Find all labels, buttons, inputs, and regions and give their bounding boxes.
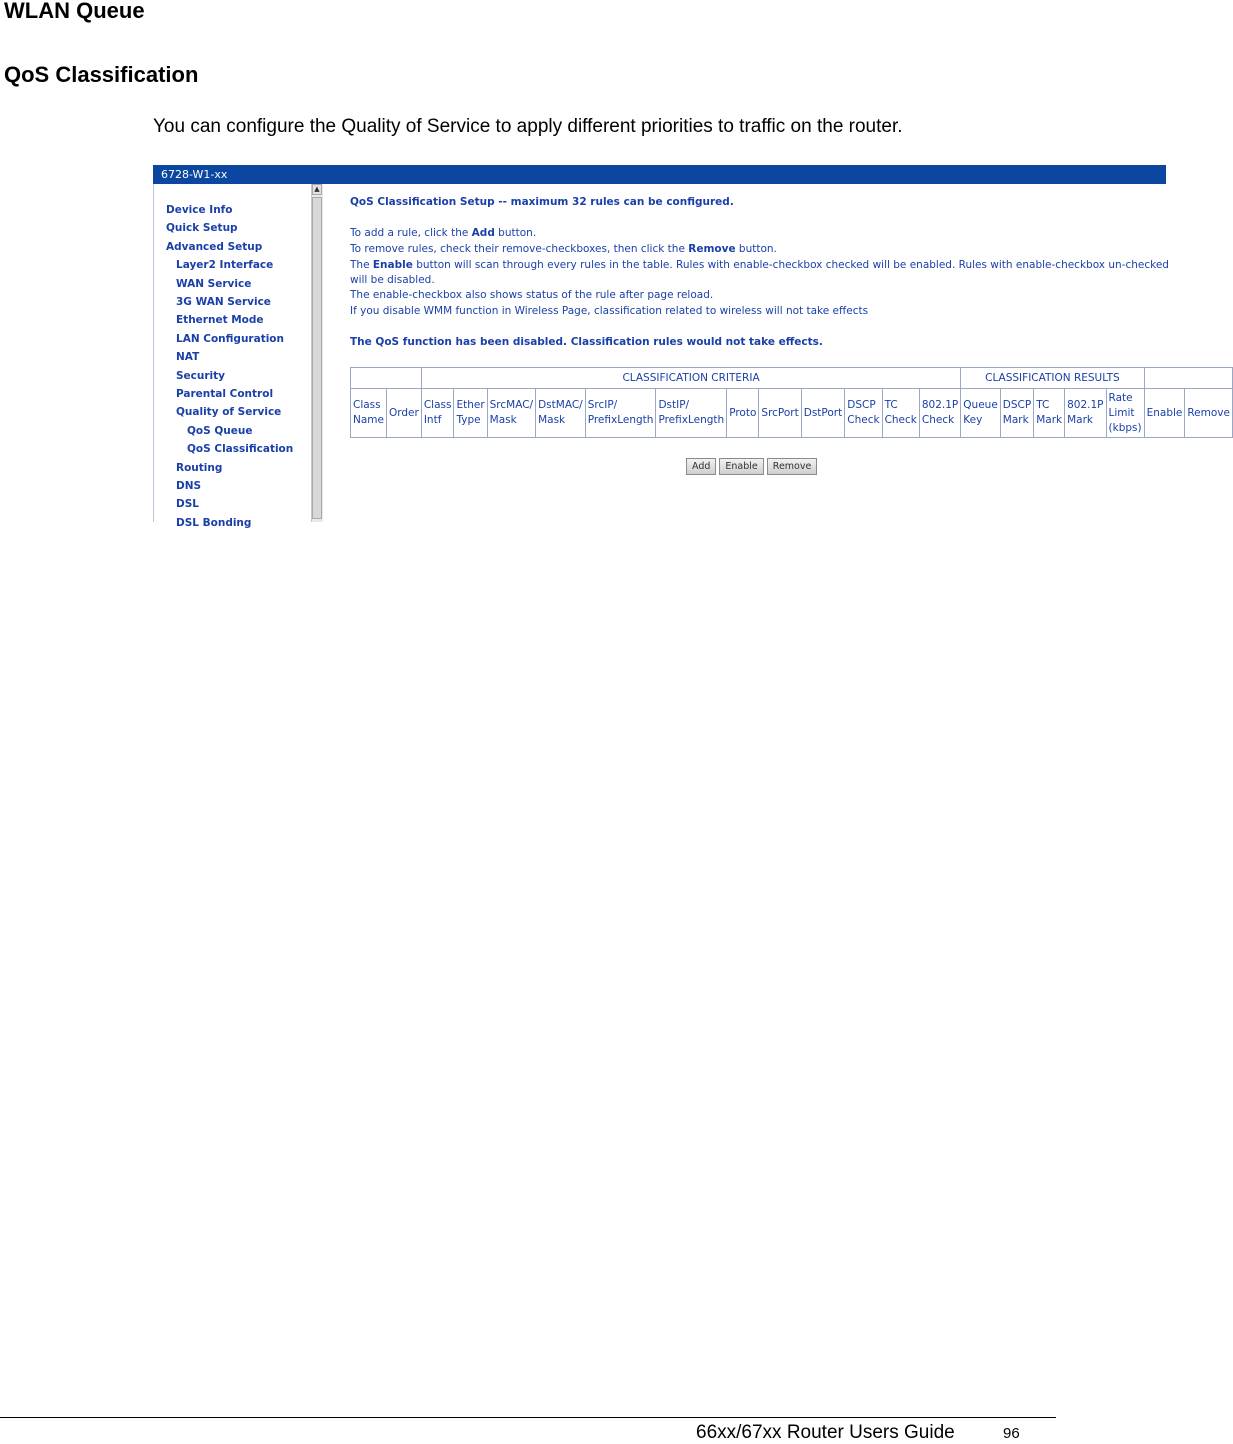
sidebar-item-wan-service[interactable]: WAN Service xyxy=(176,277,252,290)
add-button[interactable]: Add xyxy=(686,458,716,475)
column-header-text: DSCP xyxy=(1002,399,1032,411)
group-blank-cell xyxy=(351,368,422,389)
column-header xyxy=(351,389,387,438)
column-header-text: (kbps) xyxy=(1108,421,1142,434)
column-header xyxy=(759,389,801,438)
column-header-text: PrefixLength xyxy=(587,414,654,426)
column-header-text: PrefixLength xyxy=(658,414,725,426)
column-header-text: DstMAC/ xyxy=(538,399,583,411)
sidebar-item-qos-queue[interactable]: QoS Queue xyxy=(187,424,253,437)
column-header xyxy=(487,389,535,438)
column-header-text: TC xyxy=(884,399,898,411)
sidebar-nav xyxy=(153,184,312,529)
column-header-text: Check xyxy=(847,414,880,426)
sidebar-item-layer2-interface[interactable]: Layer2 Interface xyxy=(176,259,274,272)
sidebar-item-quick-setup[interactable]: Quick Setup xyxy=(166,222,238,235)
column-header xyxy=(801,389,845,438)
qos-disabled-notice: The QoS function has been disabled. Classification rules would not take effects. xyxy=(350,336,823,348)
column-header-text: Ether xyxy=(456,399,485,411)
router-screenshot xyxy=(153,165,1230,529)
sidebar-scrollbar[interactable] xyxy=(311,184,323,522)
column-header xyxy=(961,389,1001,438)
sidebar-item-nat[interactable]: NAT xyxy=(176,351,200,364)
column-header xyxy=(1034,389,1065,438)
column-header xyxy=(845,389,882,438)
sidebar-item-dsl[interactable]: DSL xyxy=(176,498,199,511)
sidebar-item-dns[interactable]: DNS xyxy=(176,480,202,492)
doc-heading-wlan-queue: WLAN Queue xyxy=(4,0,145,23)
doc-intro-paragraph: You can configure the Quality of Service to apply different priorities to traffic on the router. xyxy=(153,116,903,137)
column-header xyxy=(727,389,759,438)
column-header-text: Check xyxy=(921,414,955,426)
sidebar-item-advanced-setup[interactable]: Advanced Setup xyxy=(166,240,263,253)
column-header xyxy=(386,389,421,438)
sidebar-item-routing[interactable]: Routing xyxy=(176,461,223,474)
group-criteria-header: CLASSIFICATION CRITERIA xyxy=(421,368,960,389)
column-header-text: DstPort xyxy=(803,406,843,419)
scroll-thumb[interactable] xyxy=(312,197,322,519)
sidebar-item-dsl-bonding[interactable]: DSL Bonding xyxy=(176,516,252,529)
group-blank-cell xyxy=(1144,368,1232,389)
column-header xyxy=(454,389,487,438)
footer-page-number: 96 xyxy=(1003,1425,1020,1442)
column-header xyxy=(1185,389,1233,438)
status-instruction: The enable-checkbox also shows status of the rule after page reload. xyxy=(350,289,714,301)
column-header xyxy=(656,389,727,438)
column-header-text: Mark xyxy=(1002,414,1029,426)
column-header xyxy=(1106,389,1144,438)
enable-instruction: The Enable button will scan through every rules in the table. Rules with enable-checkbox checked will be enabled. Rules with enable-checkbox un-checked xyxy=(350,259,1169,271)
column-header-text: Class xyxy=(353,399,381,411)
action-buttons xyxy=(686,454,820,475)
column-header-text: Intf xyxy=(423,414,442,426)
column-header-text: Type xyxy=(456,414,481,426)
column-header xyxy=(1065,389,1106,438)
remove-button[interactable]: Remove xyxy=(767,458,818,475)
sidebar-item-lan-configuration[interactable]: LAN Configuration xyxy=(176,332,284,345)
column-header-text: Mask xyxy=(538,414,566,426)
column-header-text: Mark xyxy=(1067,414,1094,426)
group-results-header: CLASSIFICATION RESULTS xyxy=(961,368,1144,389)
column-header xyxy=(1000,389,1033,438)
column-header xyxy=(882,389,919,438)
sidebar-item-device-info[interactable]: Device Info xyxy=(166,204,233,216)
column-header-text: DstIP/ xyxy=(658,399,690,411)
add-instruction: To add a rule, click the Add button. xyxy=(350,227,537,239)
column-header-text: SrcMAC/ xyxy=(489,399,534,411)
column-header-text: Mask xyxy=(489,414,517,426)
enable-button[interactable]: Enable xyxy=(719,458,763,475)
sidebar-item-qos-classification[interactable]: QoS Classification xyxy=(187,443,294,456)
footer-rule xyxy=(0,1417,1056,1418)
enable-instruction-cont: will be disabled. xyxy=(350,274,435,286)
column-header-text: Queue xyxy=(963,399,998,411)
wmm-note: If you disable WMM function in Wireless Page, classification related to wireless will not take effects xyxy=(350,305,869,317)
column-header-text: Check xyxy=(884,414,917,426)
column-header-text: Order xyxy=(388,406,419,419)
column-header-text: SrcIP/ xyxy=(587,399,618,411)
sidebar-item-quality-of-service[interactable]: Quality of Service xyxy=(176,406,282,419)
column-header-text: 802.1P xyxy=(921,399,959,411)
table-header-row xyxy=(351,389,1233,438)
column-header-text: 802.1P xyxy=(1067,399,1104,411)
qos-content xyxy=(350,184,1230,522)
footer-guide-title: 66xx/67xx Router Users Guide xyxy=(696,1422,955,1443)
qos-setup-title: QoS Classification Setup -- maximum 32 rules can be configured. xyxy=(350,196,734,208)
sidebar-item-3g-wan-service[interactable]: 3G WAN Service xyxy=(176,296,271,308)
scroll-up-arrow-icon[interactable]: ▲ xyxy=(312,184,322,195)
column-header-text: Rate xyxy=(1108,391,1133,404)
sidebar-item-security[interactable]: Security xyxy=(176,369,226,382)
doc-heading-qos-classification: QoS Classification xyxy=(4,62,199,87)
column-header xyxy=(1144,389,1185,438)
column-header xyxy=(919,389,960,438)
column-header-text: Remove xyxy=(1187,406,1230,419)
router-title-bar: 6728-W1-xx xyxy=(153,165,1166,184)
column-header xyxy=(421,389,454,438)
sidebar-item-parental-control[interactable]: Parental Control xyxy=(176,388,274,400)
column-header-text: Proto xyxy=(729,406,757,419)
column-header-text: DSCP xyxy=(847,399,876,411)
classification-table xyxy=(350,367,1233,438)
column-header-text: Class xyxy=(423,399,452,411)
column-header xyxy=(536,389,586,438)
table-group-row xyxy=(351,368,1233,389)
column-header-text: Enable xyxy=(1146,406,1183,419)
remove-instruction: To remove rules, check their remove-checkboxes, then click the Remove button. xyxy=(350,243,777,255)
column-header-text: Key xyxy=(963,414,983,426)
sidebar-item-ethernet-mode[interactable]: Ethernet Mode xyxy=(176,314,264,327)
column-header xyxy=(585,389,656,438)
column-header-text: Name xyxy=(353,414,384,426)
column-header-text: SrcPort xyxy=(761,406,799,419)
column-header-text: Limit xyxy=(1108,406,1135,419)
column-header-text: Mark xyxy=(1036,414,1063,426)
column-header-text: TC xyxy=(1036,399,1050,411)
